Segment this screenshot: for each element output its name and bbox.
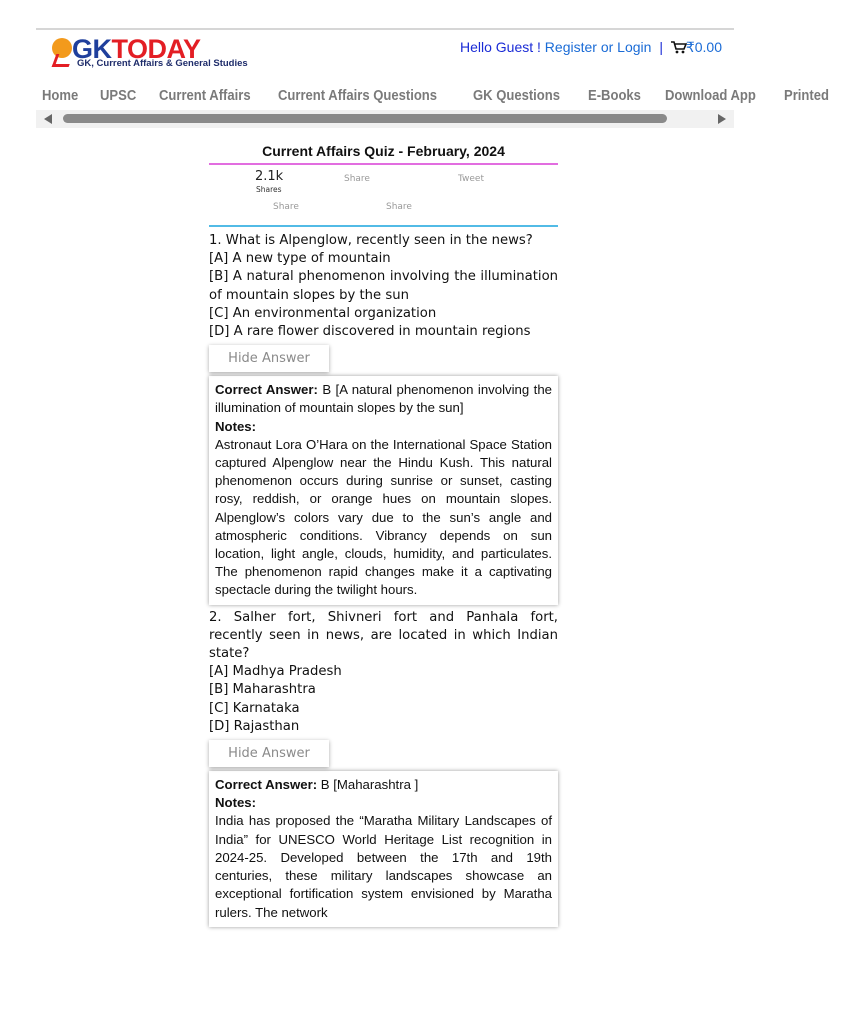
notes-label: Notes: <box>215 418 257 434</box>
nav-scrollbar[interactable] <box>36 110 734 128</box>
nav-item-gk-questions[interactable]: GK Questions <box>473 88 561 104</box>
cart-icon[interactable] <box>671 41 686 57</box>
nav-item-upsc[interactable]: UPSC <box>100 88 137 104</box>
answer-box <box>209 771 558 927</box>
header-divider <box>36 28 734 30</box>
option-c: [C] Karnataka <box>209 700 300 716</box>
quiz-article <box>209 140 558 931</box>
question-block <box>209 609 558 736</box>
hide-answer-button[interactable]: Hide Answer <box>209 345 329 372</box>
notes-text: Astronaut Lora O’Hara on the International Space Station captured Alpenglow near the Hindu Kush. This natural phenomenon occurs during sunrise or sunset, casting rosy, reddish, or orange hues on mountain slopes. Alpenglow’s colors vary due to the sun’s angle and atmospheric conditions. Vibrancy depends on sun location, light angle, clouds, humidity, and particulates. The phenomenon rapid changes make it a captivating spectacle during the twilight hours. <box>215 436 552 598</box>
correct-answer-label: Correct Answer: <box>215 777 318 793</box>
correct-answer-label: Correct Answer: <box>215 382 318 398</box>
nav-item-printed[interactable]: Printed <box>783 88 829 104</box>
option-d: [D] Rajasthan <box>209 718 300 734</box>
share-count: 2.1k <box>255 169 284 184</box>
option-b: [B] Maharashtra <box>209 682 316 698</box>
share-count-label: Shares <box>256 185 282 194</box>
notes-label: Notes: <box>215 795 257 811</box>
scroll-left-icon[interactable] <box>44 114 52 124</box>
main-nav <box>42 88 848 104</box>
option-c: [C] An environmental organization <box>209 305 437 321</box>
question-text: 1. What is Alpenglow, recently seen in the news? <box>209 233 533 248</box>
share-button-3[interactable]: Share <box>386 202 412 212</box>
account-bar <box>460 39 722 57</box>
nav-item-ebooks[interactable]: E-Books <box>587 88 641 104</box>
share-button-1[interactable]: Share <box>344 174 370 184</box>
option-b: [B] A natural phenomenon involving the illumination of mountain slopes by the sun <box>209 269 558 303</box>
nav-item-current-affairs[interactable]: Current Affairs <box>158 88 251 104</box>
account-separator: | <box>659 39 663 55</box>
option-a: [A] A new type of mountain <box>209 251 391 267</box>
site-logo[interactable] <box>50 36 250 72</box>
page-title: Current Affairs Quiz - February, 2024 <box>209 140 558 165</box>
correct-answer-value: B [Maharashtra ] <box>320 777 419 793</box>
greeting-text: Hello Guest ! <box>459 39 541 55</box>
nav-item-download-app[interactable]: Download App <box>664 88 756 104</box>
option-a: [A] Madhya Pradesh <box>209 664 342 680</box>
logo-tagline: GK, Current Affairs & General Studies <box>77 58 248 69</box>
scrollbar-thumb[interactable] <box>63 114 667 123</box>
question-text: 2. Salher fort, Shivneri fort and Panhala fort, recently seen in news, are located in which Indian state? <box>209 609 558 662</box>
logo-figure-icon <box>52 54 74 67</box>
nav-item-current-affairs-questions[interactable]: Current Affairs Questions <box>278 88 438 104</box>
notes-text: India has proposed the “Maratha Military Landscapes of India” for UNESCO World Heritage List recognition in 2024-25. Developed between the 17th and 19th centuries, these military landscapes showcase an exceptional fortification system envisioned by Maratha rulers. The network <box>215 813 552 920</box>
hide-answer-button[interactable]: Hide Answer <box>209 740 329 767</box>
option-d: [D] A rare flower discovered in mountain regions <box>209 324 531 340</box>
share-button-2[interactable]: Share <box>273 202 299 212</box>
question-block <box>209 232 558 341</box>
scroll-right-icon[interactable] <box>718 114 726 124</box>
share-bar <box>209 165 558 227</box>
nav-item-home[interactable]: Home <box>42 88 79 104</box>
correct-answer-value: B [A natural phenomenon involving the illumination of mountain slopes by the sun] <box>215 382 552 416</box>
answer-box <box>209 376 558 604</box>
cart-amount[interactable]: ₹0.00 <box>685 39 722 55</box>
tweet-button[interactable]: Tweet <box>458 174 484 184</box>
register-login-link[interactable]: Register or Login <box>544 39 652 55</box>
logo-wordmark: GKTODAY <box>72 34 201 64</box>
